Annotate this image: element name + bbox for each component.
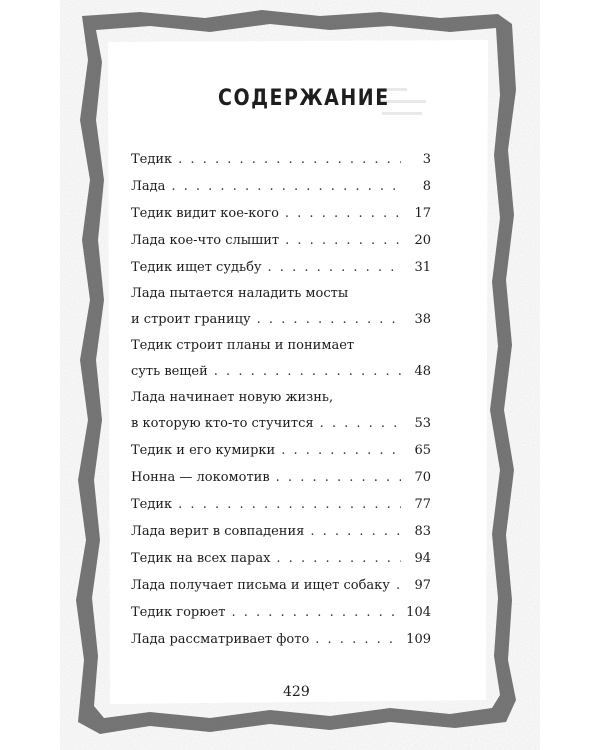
- toc-line-with-page: [131, 491, 431, 518]
- dot-leader: [214, 358, 401, 385]
- toc-entry: [131, 572, 431, 599]
- chapter-title: Тедик горюет: [131, 605, 226, 620]
- toc-line-with-page: [131, 545, 431, 572]
- toc-entry: [131, 281, 431, 333]
- dot-leader: [171, 173, 401, 200]
- chapter-title: Тедик на всех парах: [131, 551, 271, 566]
- chapter-title: Нонна — локомотив: [131, 470, 270, 485]
- chapter-page-number: 38: [414, 312, 431, 327]
- chapter-title: суть вещей: [131, 364, 208, 379]
- page-title: СОДЕРЖАНИЕ: [218, 85, 390, 111]
- toc-entry: [131, 173, 431, 200]
- chapter-title: Лада рассматривает фото: [131, 632, 310, 647]
- toc-line-with-page: [131, 599, 431, 626]
- toc-entry: [131, 333, 431, 385]
- chapter-page-number: 83: [414, 524, 431, 539]
- chapter-title: Тедик: [131, 152, 173, 167]
- dot-leader: [178, 491, 401, 518]
- chapter-title: и строит границу: [131, 312, 251, 327]
- toc-entry: [131, 254, 431, 281]
- dot-leader: [320, 410, 401, 437]
- chapter-page-number: 104: [406, 605, 431, 620]
- chapter-page-number: 31: [414, 260, 431, 275]
- chapter-page-number: 48: [414, 364, 431, 379]
- toc-line-with-page: [131, 306, 431, 333]
- dot-leader: [285, 200, 401, 227]
- toc-entry: [131, 491, 431, 518]
- toc-line-with-page: [131, 200, 431, 227]
- chapter-title: Тедик ищет судьбу: [131, 260, 262, 275]
- toc-line-with-page: [131, 626, 431, 653]
- toc-line-with-page: [131, 410, 431, 437]
- toc-line-with-page: [131, 146, 431, 173]
- chapter-page-number: 8: [422, 179, 431, 194]
- chapter-title: Тедик видит кое-кого: [131, 206, 279, 221]
- dot-leader: [268, 254, 401, 281]
- toc-entry: [131, 227, 431, 254]
- dot-leader: [231, 599, 400, 626]
- chapter-title: Тедик и его кумирки: [131, 443, 276, 458]
- toc-entry: [131, 385, 431, 437]
- chapter-title: Лада начинает новую жизнь,: [131, 390, 334, 405]
- chapter-title: в которую кто-то стучится: [131, 416, 314, 431]
- toc-line-with-page: [131, 437, 431, 464]
- toc-line-continued: [131, 385, 431, 410]
- chapter-title: Тедик строит планы и понимает: [131, 338, 355, 353]
- chapter-title: Лада верит в совпадения: [131, 524, 305, 539]
- toc-line-with-page: [131, 358, 431, 385]
- toc-line-continued: [131, 281, 431, 306]
- dot-leader: [396, 572, 401, 599]
- toc-entry: [131, 437, 431, 464]
- chapter-page-number: 53: [414, 416, 431, 431]
- chapter-page-number: 70: [414, 470, 431, 485]
- chapter-page-number: 17: [414, 206, 431, 221]
- dot-leader: [310, 518, 401, 545]
- toc-entry: [131, 626, 431, 653]
- toc-entry: [131, 200, 431, 227]
- toc-line-with-page: [131, 464, 431, 491]
- chapter-title: Лада получает письма и ищет собаку: [131, 578, 390, 593]
- toc-list: [131, 146, 431, 653]
- dot-leader: [276, 545, 401, 572]
- chapter-page-number: 3: [422, 152, 431, 167]
- chapter-page-number: 97: [414, 578, 431, 593]
- dot-leader: [285, 227, 401, 254]
- toc-line-with-page: [131, 518, 431, 545]
- toc-entry: [131, 599, 431, 626]
- chapter-page-number: 20: [414, 233, 431, 248]
- toc-entry: [131, 518, 431, 545]
- toc-line-with-page: [131, 227, 431, 254]
- chapter-page-number: 109: [406, 632, 431, 647]
- toc-line-with-page: [131, 572, 431, 599]
- toc-entry: [131, 545, 431, 572]
- page-number: 429: [283, 684, 310, 700]
- chapter-page-number: 65: [414, 443, 431, 458]
- chapter-title: Тедик: [131, 497, 173, 512]
- toc-entry: [131, 464, 431, 491]
- dot-leader: [178, 146, 401, 173]
- chapter-title: Лада пытается наладить мосты: [131, 286, 349, 301]
- chapter-page-number: 94: [414, 551, 431, 566]
- toc-entry: [131, 146, 431, 173]
- toc-line-with-page: [131, 254, 431, 281]
- chapter-title: Лада кое-что слышит: [131, 233, 280, 248]
- dot-leader: [276, 464, 401, 491]
- toc-line-continued: [131, 333, 431, 358]
- dot-leader: [315, 626, 400, 653]
- dot-leader: [257, 306, 401, 333]
- dot-leader: [281, 437, 401, 464]
- chapter-page-number: 77: [414, 497, 431, 512]
- chapter-title: Лада: [131, 179, 166, 194]
- toc-line-with-page: [131, 173, 431, 200]
